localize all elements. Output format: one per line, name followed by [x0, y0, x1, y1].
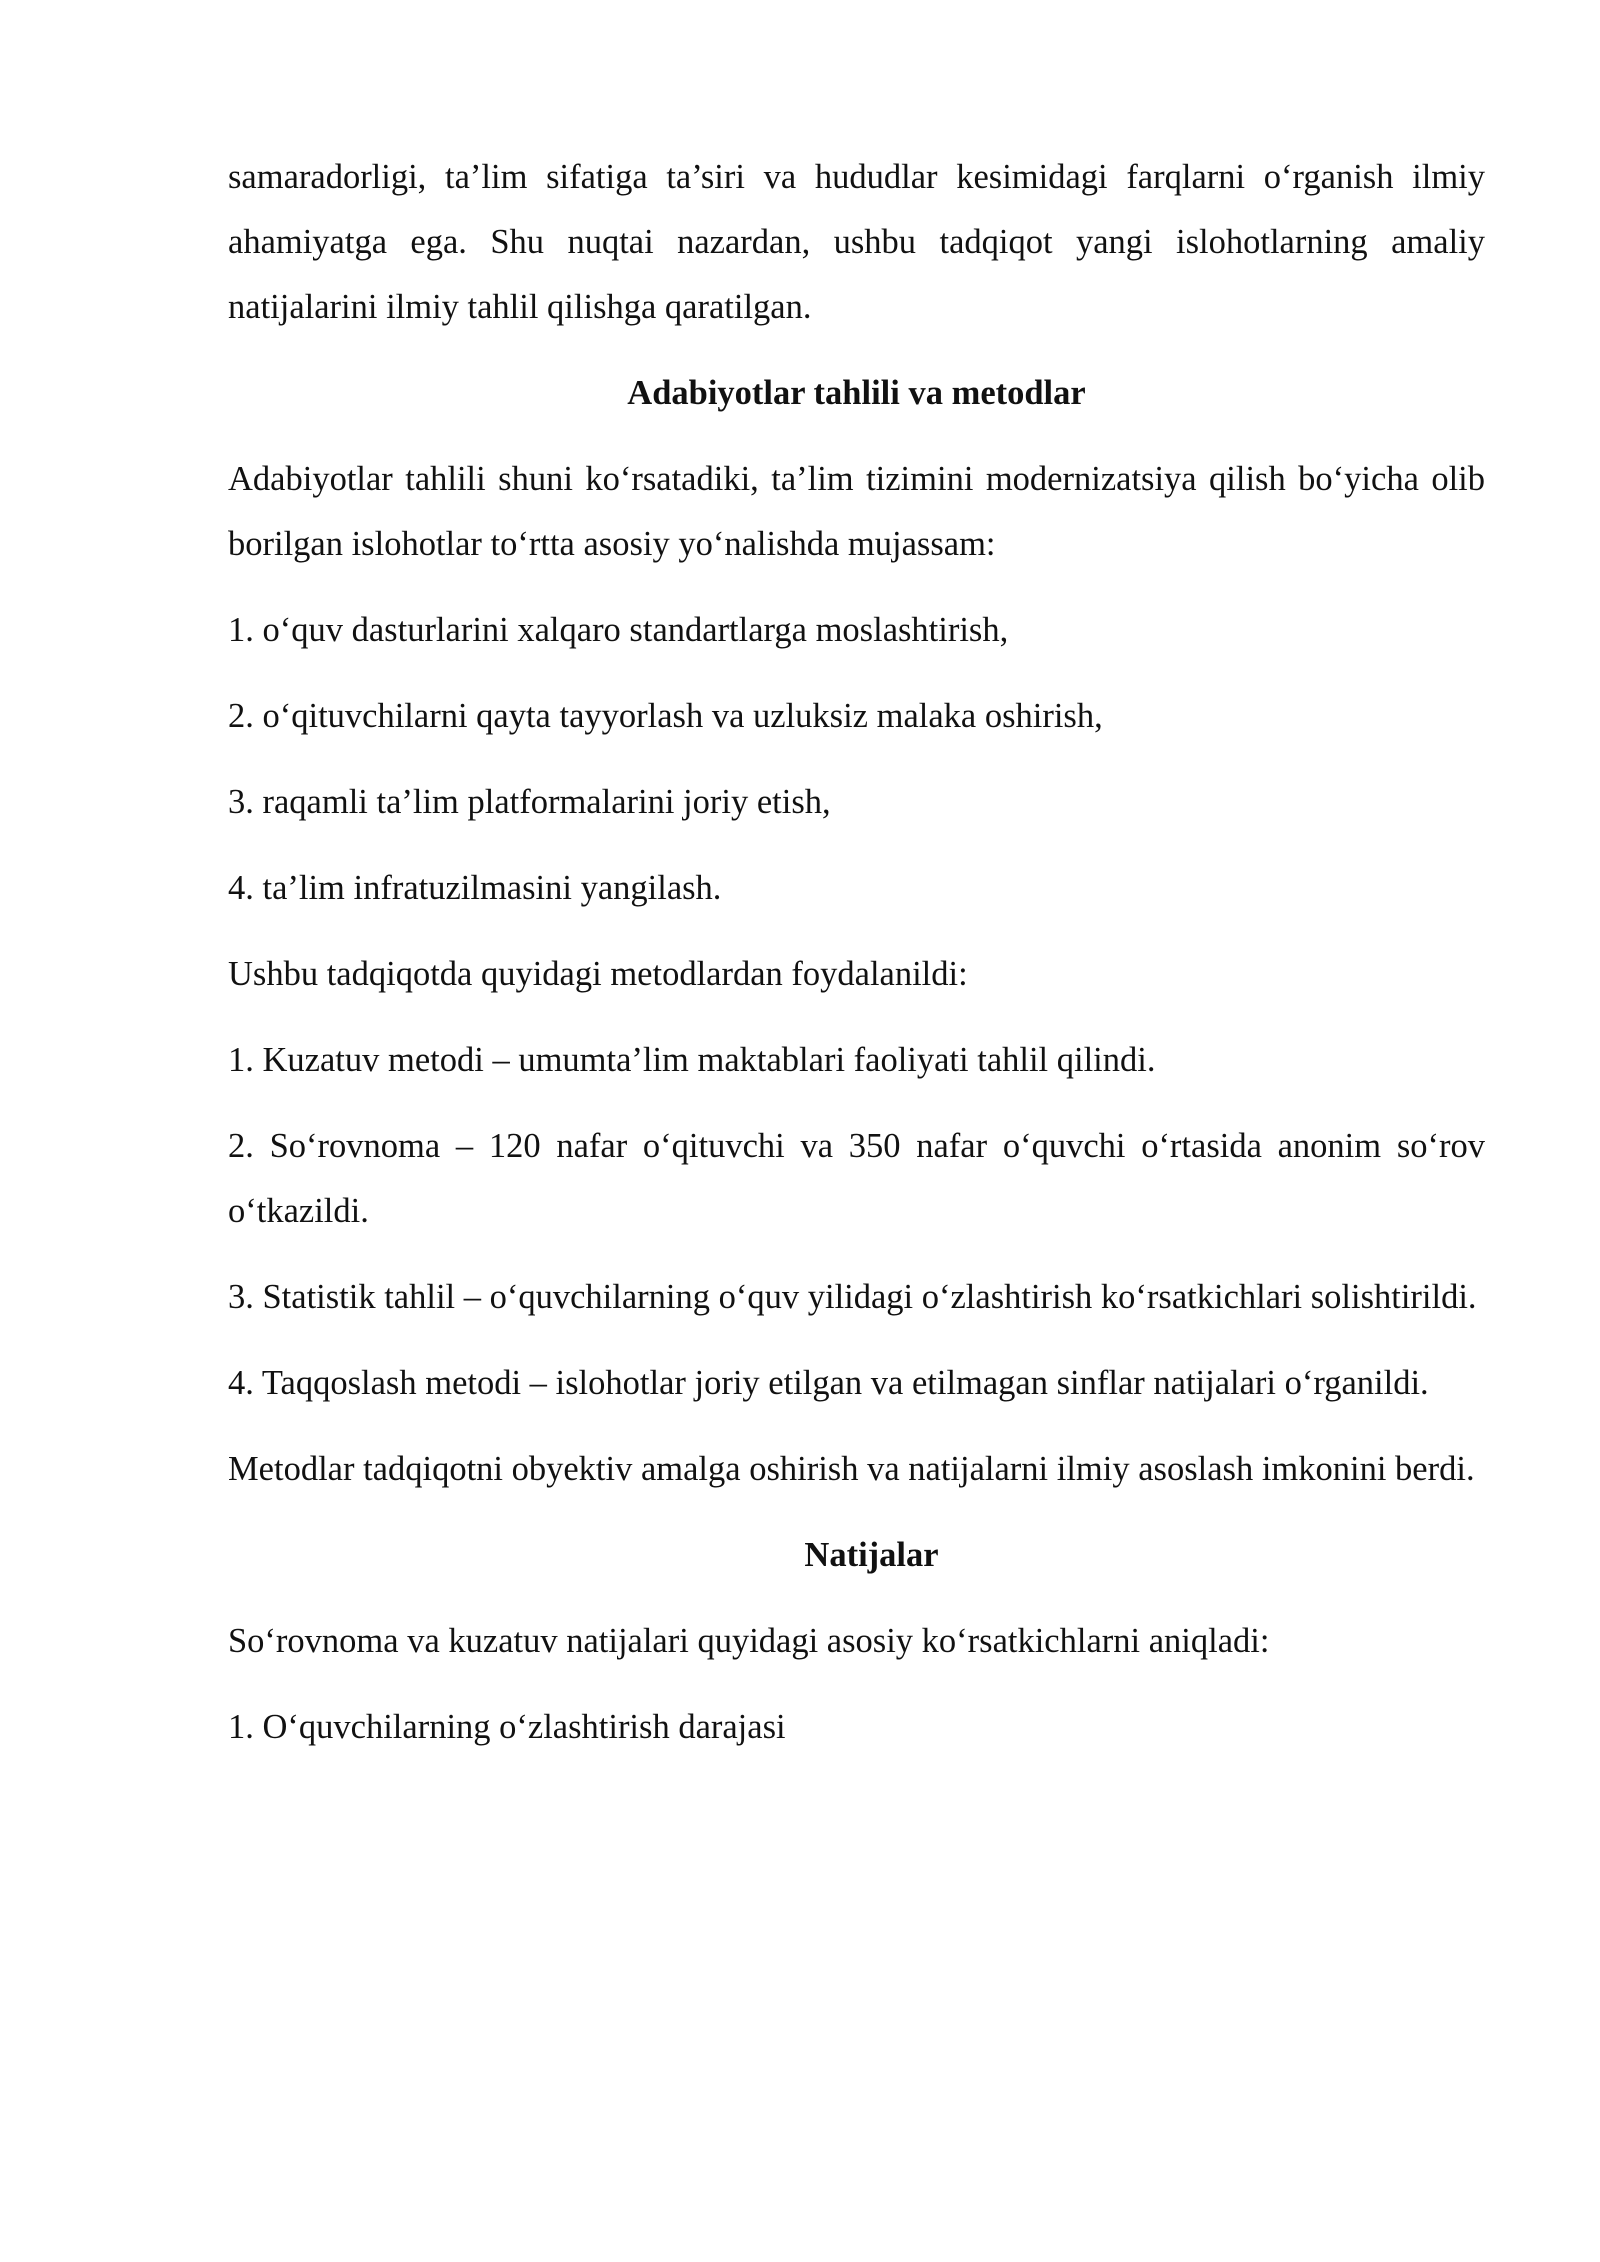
method-item: 2. So‘rovnoma – 120 nafar o‘qituvchi va 350 nafar o‘quvchi o‘rtasida anonim so‘rov o‘tkazildi.: [228, 1127, 1485, 1230]
direction-item: 4. ta’lim infratuzilmasini yangilash.: [228, 869, 722, 907]
direction-item: 3. raqamli ta’lim platformalarini joriy etish,: [228, 783, 831, 821]
literature-heading: Adabiyotlar tahlili va metodlar: [627, 374, 1086, 412]
methods-lead-paragraph: Ushbu tadqiqotda quyidagi metodlardan foydalanildi:: [228, 955, 968, 993]
results-lead-paragraph: So‘rovnoma va kuzatuv natijalari quyidagi asosiy ko‘rsatkichlarni aniqladi:: [228, 1622, 1270, 1660]
method-item: 4. Taqqoslash metodi – islohotlar joriy etilgan va etilmagan sinflar natijalari o‘rganildi.: [228, 1364, 1429, 1402]
direction-item: 2. o‘qituvchilarni qayta tayyorlash va uzluksiz malaka oshirish,: [228, 697, 1103, 735]
intro-paragraph: samaradorligi, ta’lim sifatiga ta’siri va hududlar kesimidagi farqlarni o‘rganish ilmiy ahamiyatga ega. Shu nuqtai nazardan, ushbu tadqiqot yangi islohotlarning amaliy natijalarini ilmiy tahlil qilishga qaratilgan.: [228, 158, 1485, 326]
result-item: 1. O‘quvchilarning o‘zlashtirish darajasi: [228, 1708, 786, 1746]
method-item: 1. Kuzatuv metodi – umumta’lim maktablari faoliyati tahlil qilindi.: [228, 1041, 1156, 1079]
methods-conclusion-paragraph: Metodlar tadqiqotni obyektiv amalga oshirish va natijalarni ilmiy asoslash imkonini berdi.: [228, 1450, 1475, 1488]
method-item: 3. Statistik tahlil – o‘quvchilarning o‘quv yilidagi o‘zlashtirish ko‘rsatkichlari solishtirildi.: [228, 1278, 1477, 1316]
page-content: [228, 145, 1485, 1760]
results-heading: Natijalar: [804, 1536, 939, 1574]
literature-lead-paragraph: Adabiyotlar tahlili shuni ko‘rsatadiki, ta’lim tizimini modernizatsiya qilish bo‘yicha olib borilgan islohotlar to‘rtta asosiy yo‘nalishda mujassam:: [228, 460, 1485, 563]
direction-item: 1. o‘quv dasturlarini xalqaro standartlarga moslashtirish,: [228, 611, 1009, 649]
